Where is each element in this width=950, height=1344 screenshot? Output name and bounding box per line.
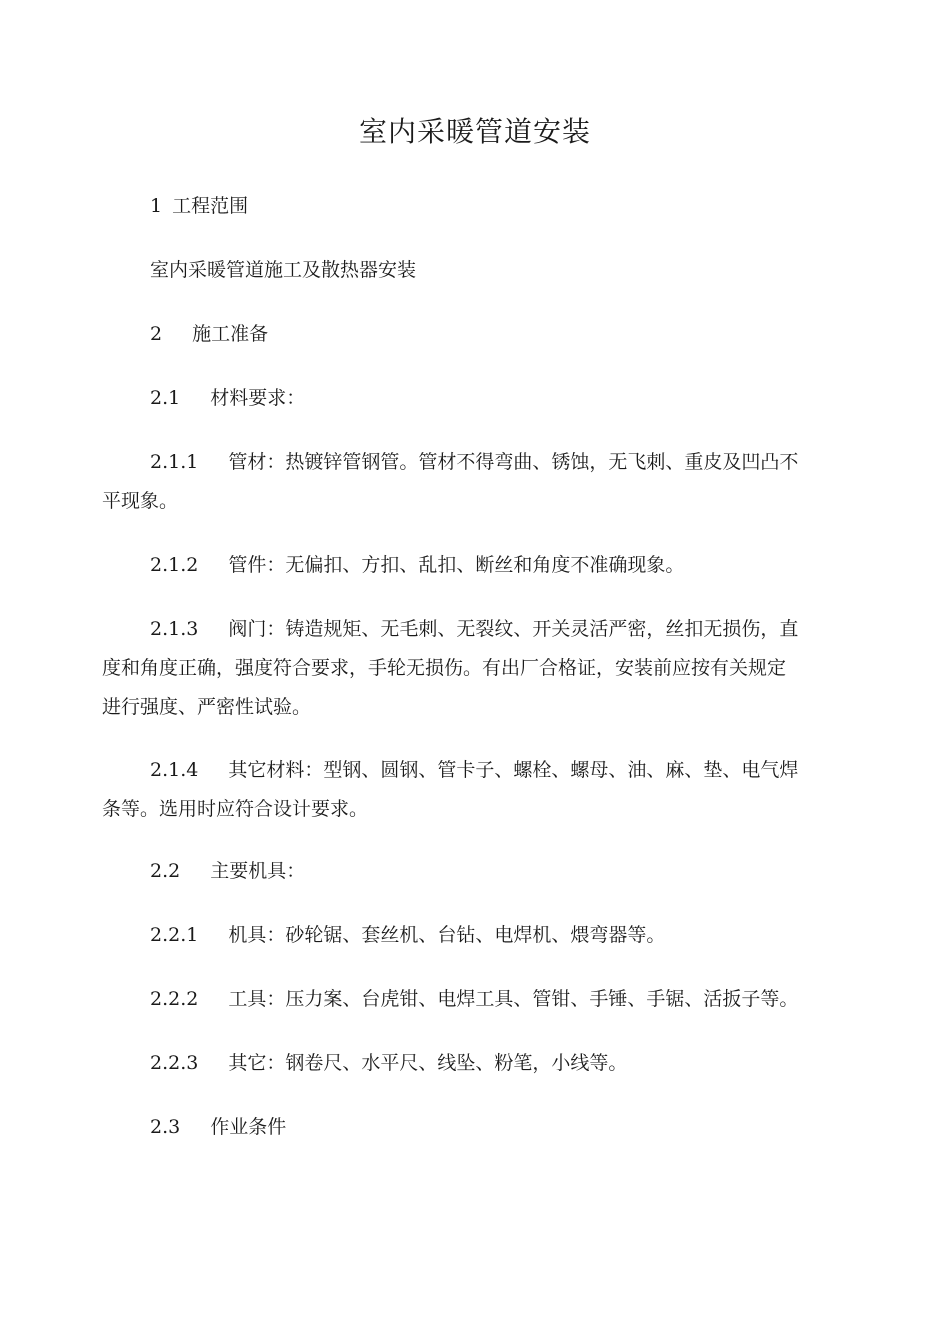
section-text: 作业条件 [210, 1116, 287, 1138]
section-number: 2.1 [150, 387, 181, 409]
section-text: 其它：钢卷尺、水平尺、线坠、粉笔，小线等。 [228, 1052, 628, 1074]
section-2-1-3-line-2: 度和角度正确，强度符合要求，手轮无损伤。有出厂合格证，安装前应按有关规定 [102, 657, 787, 679]
section-2-2-1 [150, 916, 665, 955]
section-text: 施工准备 [192, 323, 269, 345]
section-text: 机具：砂轮锯、套丝机、台钻、电焊机、煨弯器等。 [228, 924, 666, 946]
section-2-1-3-line-1 [150, 610, 798, 649]
section-text: 阀门：铸造规矩、无毛刺、无裂纹、开关灵活严密，丝扣无损伤，直 [228, 618, 799, 640]
section-2-3-heading [150, 1108, 286, 1147]
section-number: 2.2.2 [150, 988, 199, 1010]
section-1-body: 室内采暖管道施工及散热器安装 [150, 259, 417, 281]
section-2-1-4-line-1 [150, 751, 798, 790]
section-number: 2.3 [150, 1116, 181, 1138]
document-title: 室内采暖管道安装 [358, 115, 591, 148]
section-1-heading [150, 187, 248, 226]
section-number: 2.1.2 [150, 554, 199, 576]
section-number: 2.1.3 [150, 618, 199, 640]
section-number: 2.2 [150, 860, 181, 882]
section-2-2-heading [150, 852, 305, 891]
section-text: 管材：热镀锌管钢管。管材不得弯曲、锈蚀，无飞刺、重皮及凹凸不 [228, 451, 799, 473]
section-text: 工程范围 [172, 195, 249, 217]
section-text: 材料要求： [210, 387, 306, 409]
section-number: 2.2.3 [150, 1052, 199, 1074]
section-text: 工具：压力案、台虎钳、电焊工具、管钳、手锤、手锯、活扳子等。 [228, 988, 799, 1010]
section-2-2-3 [150, 1044, 627, 1083]
section-2-1-1-line-1 [150, 443, 798, 482]
section-2-heading [150, 315, 268, 354]
section-2-1-3-line-3: 进行强度、严密性试验。 [102, 696, 312, 718]
section-2-1-heading [150, 379, 305, 418]
section-number: 1 [150, 195, 163, 217]
section-number: 2 [150, 323, 163, 345]
section-number: 2.1.4 [150, 759, 199, 781]
section-number: 2.1.1 [150, 451, 199, 473]
section-text: 管件：无偏扣、方扣、乱扣、断丝和角度不准确现象。 [228, 554, 685, 576]
section-text: 主要机具： [210, 860, 306, 882]
section-2-2-2 [150, 980, 798, 1019]
section-2-1-4-line-2: 条等。选用时应符合设计要求。 [102, 798, 369, 820]
section-2-1-1-line-2: 平现象。 [102, 490, 179, 512]
section-text: 其它材料：型钢、圆钢、管卡子、螺栓、螺母、油、麻、垫、电气焊 [228, 759, 799, 781]
section-2-1-2 [150, 546, 684, 585]
section-number: 2.2.1 [150, 924, 199, 946]
